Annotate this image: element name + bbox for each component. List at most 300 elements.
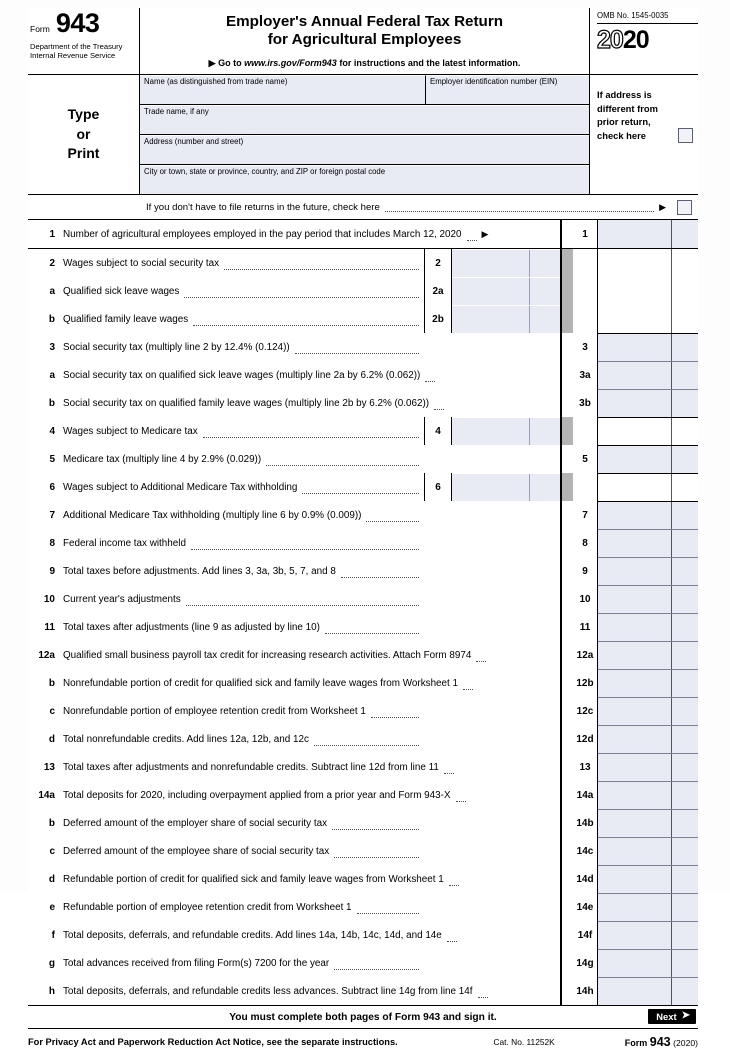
amount-dollars[interactable]: [598, 670, 672, 697]
line-description-text: Refundable portion of employee retention credit from Worksheet 1: [63, 901, 352, 913]
amount-line-number: 14d: [573, 865, 598, 893]
amount-cents[interactable]: [672, 446, 698, 473]
line-subbox-spacer: [424, 669, 560, 697]
line-description-text: Total taxes after adjustments (line 9 as adjusted by line 10): [63, 621, 320, 633]
amount-gutter: [561, 753, 573, 781]
line-amount-group: [560, 921, 698, 949]
line-subbox-spacer: [424, 977, 560, 1005]
street-address-caption: Address (number and street): [144, 137, 246, 146]
amount-cents[interactable]: [672, 922, 698, 949]
amount-cents[interactable]: [672, 558, 698, 585]
line-description: [62, 949, 424, 977]
amount-input[interactable]: [598, 473, 698, 501]
amount-cents[interactable]: [672, 978, 698, 1005]
amount-line-number: 3a: [573, 361, 598, 389]
amount-line-number: 12b: [573, 669, 598, 697]
header-omb-block: [590, 8, 698, 74]
leader-dots: [449, 865, 459, 893]
amount-dollars[interactable]: [598, 810, 672, 837]
shaded-block: [561, 473, 573, 501]
line-row-6: [28, 473, 698, 501]
amount-input[interactable]: [598, 725, 698, 753]
line-row-13: [28, 753, 698, 781]
line-description: [62, 781, 451, 809]
amount-cents[interactable]: [672, 866, 698, 893]
amount-input[interactable]: [598, 445, 698, 473]
amount-gutter: [561, 389, 573, 417]
leader-dots: [314, 725, 419, 753]
subbox-dollars[interactable]: [452, 250, 530, 277]
amount-dollars[interactable]: [598, 390, 672, 417]
line-row-5: [28, 445, 698, 473]
line-subbox-spacer: [424, 585, 560, 613]
line-description-text: Total advances received from filing Form(s) 7200 for the year: [63, 957, 330, 969]
footer-form-word: Form: [624, 1038, 648, 1048]
amount-cents[interactable]: [672, 642, 698, 669]
amount-cents[interactable]: [672, 698, 698, 725]
amount-input[interactable]: [598, 781, 698, 809]
amount-cents[interactable]: [672, 249, 698, 277]
amount-line-number: 10: [573, 585, 598, 613]
amount-input[interactable]: [598, 361, 698, 389]
line-description: [62, 389, 430, 417]
amount-input[interactable]: [598, 865, 698, 893]
leader-dots: [447, 921, 457, 949]
amount-line-number: 13: [573, 753, 598, 781]
line-description-text: Qualified sick leave wages: [63, 285, 180, 297]
subbox-cents[interactable]: [530, 250, 560, 277]
line-description: [62, 669, 459, 697]
line-row-10: [28, 585, 698, 613]
amount-line-number: 12a: [573, 641, 598, 669]
ein-field-caption: Employer identification number (EIN): [430, 77, 560, 86]
subbox-dollars[interactable]: [452, 306, 530, 333]
form-label: Form: [30, 24, 50, 34]
subbox-amount-input[interactable]: [452, 305, 560, 333]
next-button-label: Next: [656, 1010, 677, 1022]
amount-line-number: 3: [573, 333, 598, 361]
next-button[interactable]: [648, 1009, 696, 1024]
amount-cents[interactable]: [672, 726, 698, 753]
line-row-9: [28, 557, 698, 585]
line-description: [62, 557, 424, 585]
amount-dollars[interactable]: [598, 334, 672, 361]
leader-dots: [357, 893, 419, 921]
line-row-12b: [28, 669, 698, 697]
line-subbox-spacer: [424, 781, 560, 809]
leader-dots: [456, 781, 466, 809]
line-description: [62, 613, 424, 641]
line-number: e: [49, 902, 55, 913]
line-row-2: [28, 249, 698, 277]
line-subbox-spacer: [424, 809, 560, 837]
amount-dollars[interactable]: [598, 530, 672, 557]
prior-return-address-change: [590, 75, 698, 194]
name-field[interactable]: [140, 75, 426, 104]
line-number: a: [49, 370, 55, 381]
subbox-amount-input[interactable]: [452, 417, 560, 445]
department-line-1: Department of the Treasury: [30, 42, 123, 51]
line-number: f: [51, 930, 55, 941]
amount-line-number: 8: [573, 529, 598, 557]
subbox-dollars[interactable]: [452, 474, 530, 501]
line-description-text: Qualified family leave wages: [63, 313, 189, 325]
line-description-text: Social security tax on qualified sick leave wages (multiply line 2a by 6.2% (0.062)): [63, 369, 421, 381]
line-description: [62, 445, 424, 473]
subbox-dollars[interactable]: [452, 418, 530, 445]
line-row-3b: [28, 389, 698, 417]
amount-cents[interactable]: [672, 530, 698, 557]
line-number: d: [48, 874, 55, 885]
amount-cents[interactable]: [672, 614, 698, 641]
address-fields: [140, 75, 590, 194]
line-amount-group: [560, 473, 698, 501]
line-amount-group: [560, 837, 698, 865]
street-address-row: [140, 135, 589, 165]
privacy-act-notice: For Privacy Act and Paperwork Reduction Act Notice, see the separate instructions.: [28, 1037, 398, 1047]
amount-line-number: 14h: [573, 977, 598, 1005]
leader-dots: [434, 389, 444, 417]
subbox-cents[interactable]: [530, 474, 560, 501]
type-or-print-line-3: Print: [67, 145, 100, 162]
amount-cents[interactable]: [672, 277, 698, 305]
amount-input[interactable]: [598, 753, 698, 781]
line-description: [62, 333, 424, 361]
line-number: 8: [49, 538, 55, 549]
line-row-2a: [28, 277, 698, 305]
leader-dots: [463, 669, 473, 697]
line-description: [62, 725, 424, 753]
line-description: [62, 277, 424, 305]
line-description: [62, 977, 473, 1005]
line-subbox-2b: [424, 305, 560, 333]
ein-field[interactable]: [426, 75, 589, 104]
amount-gutter: [561, 893, 573, 921]
amount-dollars[interactable]: [598, 642, 672, 669]
amount-input[interactable]: [598, 529, 698, 557]
line-description-text: Total deposits for 2020, including overpayment applied from a prior year and Form 943-X: [63, 789, 451, 801]
amount-line-number: 9: [573, 557, 598, 585]
department-line-2: Internal Revenue Service: [30, 51, 116, 61]
amount-input[interactable]: [598, 669, 698, 697]
no-future-returns-row: [28, 195, 698, 220]
right-triangle-icon: ▶: [208, 57, 216, 68]
amount-dollars[interactable]: [598, 894, 672, 921]
line-number: 6: [49, 482, 55, 493]
trade-name-field[interactable]: [140, 105, 589, 134]
line-row-7: [28, 501, 698, 529]
amount-cents[interactable]: [672, 810, 698, 837]
amount-dollars[interactable]: [598, 950, 672, 977]
amount-dollars[interactable]: [598, 922, 672, 949]
line-number: 14a: [38, 790, 55, 801]
leader-dots: [334, 837, 419, 865]
line-subbox-spacer: [424, 697, 560, 725]
line-description: [62, 220, 489, 248]
amount-cents[interactable]: [672, 502, 698, 529]
footer-notice-text: You must complete both pages of Form 943 and sign it.: [229, 1011, 497, 1023]
shaded-block: [561, 417, 573, 445]
amount-dollars[interactable]: [598, 726, 672, 753]
amount-cents[interactable]: [672, 418, 698, 445]
amount-input[interactable]: [598, 809, 698, 837]
amount-cents[interactable]: [672, 220, 698, 248]
amount-line-number: 12c: [573, 697, 598, 725]
amount-dollars[interactable]: [598, 277, 672, 305]
line-row-2b: [28, 305, 698, 333]
line-description-text: Current year's adjustments: [63, 593, 181, 605]
amount-dollars[interactable]: [598, 614, 672, 641]
amount-gutter: [561, 977, 573, 1005]
amount-dollars[interactable]: [598, 866, 672, 893]
line-amount-group: [560, 445, 698, 473]
leader-dots: [332, 809, 419, 837]
line-subbox-spacer: [424, 949, 560, 977]
subbox-amount-input[interactable]: [452, 277, 560, 305]
line-description: [62, 641, 472, 669]
line-row-8: [28, 529, 698, 557]
subbox-dollars[interactable]: [452, 278, 530, 305]
leader-dots: [444, 753, 454, 781]
right-triangle-icon: ▶: [481, 228, 489, 239]
line-amount-group: [560, 809, 698, 837]
amount-line-number: 14b: [573, 809, 598, 837]
leader-dots: [467, 220, 477, 248]
line-description-text: Social security tax (multiply line 2 by 12.4% (0.124)): [63, 341, 290, 353]
line-number: 11: [44, 622, 55, 633]
subbox-amount-input[interactable]: [452, 473, 560, 501]
type-or-print-label: [28, 75, 140, 194]
line-number: 4: [49, 426, 55, 437]
subbox-line-number: 6: [425, 473, 452, 501]
line-description: [62, 417, 424, 445]
amount-cents[interactable]: [672, 390, 698, 417]
line-subbox-spacer: [424, 641, 560, 669]
shaded-block: [561, 305, 573, 333]
line-row-14h: [28, 977, 698, 1005]
line-amount-group: [560, 249, 698, 277]
line-description: [62, 529, 424, 557]
line-subbox-spacer: [424, 529, 560, 557]
line-description-text: Refundable portion of credit for qualified sick and family leave wages from Worksheet 1: [63, 873, 444, 885]
amount-dollars[interactable]: [598, 838, 672, 865]
right-triangle-icon: ▶: [659, 201, 666, 212]
subbox-cents[interactable]: [530, 418, 560, 445]
leader-dots: [385, 195, 654, 219]
amount-cents[interactable]: [672, 670, 698, 697]
leader-dots: [476, 641, 486, 669]
line-subbox-spacer: [424, 837, 560, 865]
amount-dollars[interactable]: [598, 978, 672, 1005]
department-block: [30, 42, 135, 61]
line-amount-group: [560, 781, 698, 809]
amount-dollars[interactable]: [598, 502, 672, 529]
type-or-print-line-1: Type: [67, 105, 100, 122]
goto-url[interactable]: www.irs.gov/Form943: [244, 57, 337, 68]
amount-input[interactable]: [598, 220, 698, 248]
line-subbox-spacer: [424, 445, 560, 473]
amount-input[interactable]: [598, 613, 698, 641]
form-title-line-1: Employer's Annual Federal Tax Return: [225, 13, 504, 30]
subbox-amount-input[interactable]: [452, 249, 560, 277]
amount-input[interactable]: [598, 305, 698, 333]
amount-cents[interactable]: [672, 838, 698, 865]
arrow-right-icon: ➤: [681, 1010, 690, 1021]
amount-input[interactable]: [598, 921, 698, 949]
amount-gutter: [561, 865, 573, 893]
line-description-text: Deferred amount of the employer share of social security tax: [63, 817, 328, 829]
leader-dots: [371, 697, 419, 725]
line-amount-group: [560, 501, 698, 529]
line-number: h: [48, 986, 55, 997]
leader-dots: [191, 529, 419, 557]
amount-line-number: 3b: [573, 389, 598, 417]
goto-instructions: [140, 58, 589, 69]
line-amount-group: [560, 893, 698, 921]
city-state-zip-field[interactable]: [140, 165, 589, 194]
amount-input[interactable]: [598, 501, 698, 529]
subbox-line-number: 2: [425, 249, 452, 277]
line-subbox-spacer: [424, 220, 560, 248]
amount-cents[interactable]: [672, 334, 698, 361]
line-number: c: [49, 846, 55, 857]
line-amount-group: [560, 977, 698, 1005]
header-form-identity: [28, 8, 140, 74]
amount-gutter: [561, 669, 573, 697]
amount-dollars[interactable]: [598, 558, 672, 585]
line-number: 3: [49, 342, 55, 353]
amount-input[interactable]: [598, 417, 698, 445]
amount-input[interactable]: [598, 977, 698, 1005]
amount-input[interactable]: [598, 949, 698, 977]
amount-dollars[interactable]: [598, 446, 672, 473]
line-description-text: Social security tax on qualified family leave wages (multiply line 2b by 6.2% (0.062)): [63, 397, 430, 409]
line-amount-group: [560, 949, 698, 977]
line-description-text: Total taxes after adjustments and nonrefundable credits. Subtract line 12d from line 11: [63, 761, 439, 773]
line-row-14a: [28, 781, 698, 809]
amount-gutter: [561, 921, 573, 949]
line-description-text: Total deposits, deferrals, and refundable credits less advances. Subtract line 14g from line 14f: [63, 985, 473, 997]
amount-input[interactable]: [598, 893, 698, 921]
line-subbox-spacer: [424, 865, 560, 893]
amount-dollars[interactable]: [598, 754, 672, 781]
amount-gutter: [561, 697, 573, 725]
amount-cents[interactable]: [672, 305, 698, 333]
subbox-cents[interactable]: [530, 306, 560, 333]
amount-dollars[interactable]: [598, 362, 672, 389]
amount-input[interactable]: [598, 557, 698, 585]
line-amount-group: [560, 585, 698, 613]
amount-input[interactable]: [598, 333, 698, 361]
line-number: 1: [49, 229, 55, 240]
amount-line-number: [573, 417, 598, 445]
line-description-text: Wages subject to Medicare tax: [63, 425, 198, 437]
amount-dollars[interactable]: [598, 586, 672, 613]
line-description-text: Federal income tax withheld: [63, 537, 186, 549]
amount-input[interactable]: [598, 585, 698, 613]
amount-dollars[interactable]: [598, 220, 672, 248]
leader-dots: [203, 417, 419, 445]
amount-line-number: [573, 249, 598, 277]
amount-cents[interactable]: [672, 362, 698, 389]
amount-gutter: [561, 361, 573, 389]
amount-cents[interactable]: [672, 782, 698, 809]
street-address-field[interactable]: [140, 135, 589, 164]
line-items: [28, 220, 698, 1005]
no-future-returns-checkbox[interactable]: [677, 200, 692, 215]
amount-input[interactable]: [598, 641, 698, 669]
line-row-14d: [28, 865, 698, 893]
line-subbox-6: [424, 473, 560, 501]
amount-cents[interactable]: [672, 894, 698, 921]
amount-dollars[interactable]: [598, 249, 672, 277]
amount-cents[interactable]: [672, 950, 698, 977]
goto-suffix: for instructions and the latest information.: [339, 57, 521, 68]
line-amount-group: [560, 333, 698, 361]
amount-line-number: [573, 305, 598, 333]
amount-line-number: 14g: [573, 949, 598, 977]
amount-input[interactable]: [598, 697, 698, 725]
amount-dollars[interactable]: [598, 305, 672, 333]
leader-dots: [302, 473, 419, 501]
line-number: 9: [49, 566, 55, 577]
amount-input[interactable]: [598, 277, 698, 305]
line-number: b: [48, 818, 55, 829]
amount-cents[interactable]: [672, 474, 698, 501]
line-number: a: [49, 286, 55, 297]
line-number: b: [48, 678, 55, 689]
amount-input[interactable]: [598, 837, 698, 865]
line-amount-group: [560, 725, 698, 753]
amount-dollars[interactable]: [598, 782, 672, 809]
amount-input[interactable]: [598, 389, 698, 417]
line-description-text: Number of agricultural employees employed in the pay period that includes March 12, 2020: [63, 228, 462, 240]
amount-cents[interactable]: [672, 586, 698, 613]
amount-line-number: 5: [573, 445, 598, 473]
amount-input[interactable]: [598, 249, 698, 277]
amount-cents[interactable]: [672, 754, 698, 781]
line-description-text: Wages subject to social security tax: [63, 257, 220, 269]
amount-line-number: [573, 473, 598, 501]
subbox-cents[interactable]: [530, 278, 560, 305]
city-state-zip-row: [140, 165, 589, 194]
line-description-text: Total deposits, deferrals, and refundable credits. Add lines 14a, 14b, 14c, 14d, and 14e: [63, 929, 442, 941]
amount-gutter: [561, 949, 573, 977]
form-943: [28, 8, 698, 1051]
footer-form-identity: [625, 1035, 698, 1049]
amount-gutter: [561, 781, 573, 809]
line-amount-group: [560, 417, 698, 445]
amount-dollars[interactable]: [598, 474, 672, 501]
line-description: [62, 585, 424, 613]
line-description-text: Nonrefundable portion of credit for qualified sick and family leave wages from Worksheet 1: [63, 677, 459, 689]
line-amount-group: [560, 277, 698, 305]
line-description: [62, 753, 439, 781]
line-subbox-spacer: [424, 557, 560, 585]
omb-number: OMB No. 1545-0035: [597, 8, 698, 24]
line-row-14c: [28, 837, 698, 865]
address-changed-checkbox[interactable]: [678, 128, 693, 143]
shaded-block: [561, 277, 573, 305]
amount-dollars[interactable]: [598, 698, 672, 725]
line-number: 2: [49, 258, 55, 269]
line-number: 13: [43, 762, 55, 773]
amount-dollars[interactable]: [598, 418, 672, 445]
leader-dots: [366, 501, 419, 529]
shaded-block: [561, 249, 573, 277]
amount-line-number: 14c: [573, 837, 598, 865]
line-description: [62, 501, 424, 529]
